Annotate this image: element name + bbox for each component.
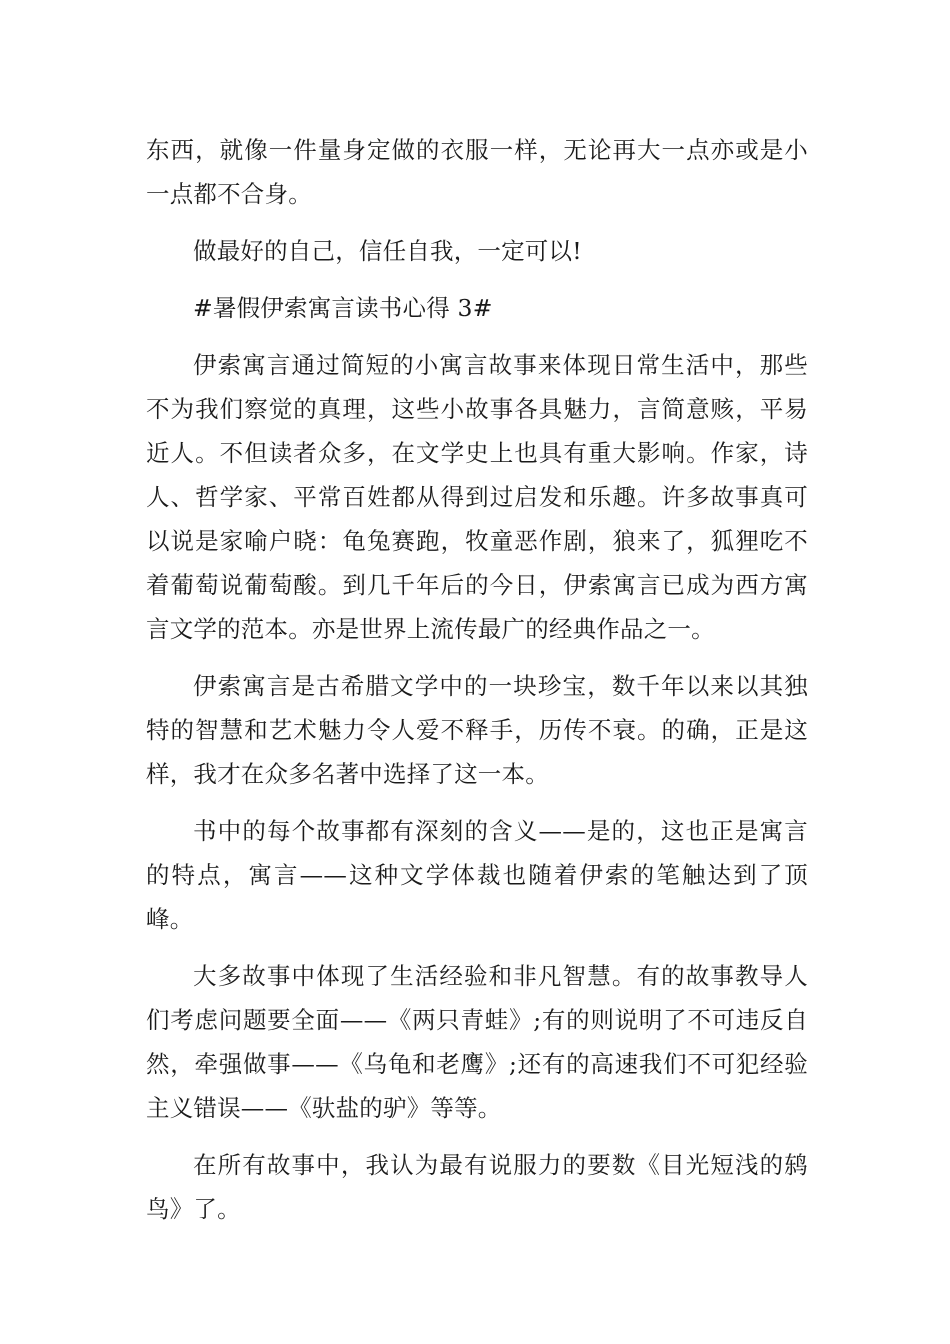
paragraph-wisdom: 大多故事中体现了生活经验和非凡智慧。有的故事教导人们考虑问题要全面——《两只青蛙》;有的则说明了不可违反自然，牵强做事——《乌龟和老鹰》;还有的高速我们不可犯经验主义错误——《驮盐的驴》等等。	[146, 962, 808, 1122]
paragraph-intro: 伊索寓言通过简短的小寓言故事来体现日常生活中，那些不为我们察觉的真理，这些小故事各具魅力，言简意赅，平易近人。不但读者众多，在文学史上也具有重大影响。作家，诗人、哲学家、平常百姓都从得到过启发和乐趣。许多故事真可以说是家喻户晓：龟兔赛跑，牧童恶作剧，狼来了，狐狸吃不着葡萄说葡萄酸。到几千年后的今日，伊索寓言已成为西方寓言文学的范本。亦是世界上流传最广的经典作品之一。	[146, 351, 808, 643]
paragraph-conclusion: 在所有故事中，我认为最有说服力的要数《目光短浅的鸫鸟》了。	[146, 1151, 808, 1223]
paragraph-treasure: 伊索寓言是古希腊文学中的一块珍宝，数千年以来以其独特的智慧和艺术魅力令人爱不释手，历传不衰。的确，正是这样，我才在众多名著中选择了这一本。	[146, 672, 808, 788]
paragraph-be-yourself: 做最好的自己，信任自我，一定可以!	[193, 237, 582, 265]
document-body	[146, 128, 808, 1244]
section-heading: #暑假伊索寓言读书心得 3#	[193, 294, 493, 322]
paragraph-meaning: 书中的每个故事都有深刻的含义——是的，这也正是寓言的特点，寓言——这种文学体裁也随着伊索的笔触达到了顶峰。	[146, 817, 808, 933]
paragraph-continuation: 东西，就像一件量身定做的衣服一样，无论再大一点亦或是小一点都不合身。	[146, 136, 808, 208]
